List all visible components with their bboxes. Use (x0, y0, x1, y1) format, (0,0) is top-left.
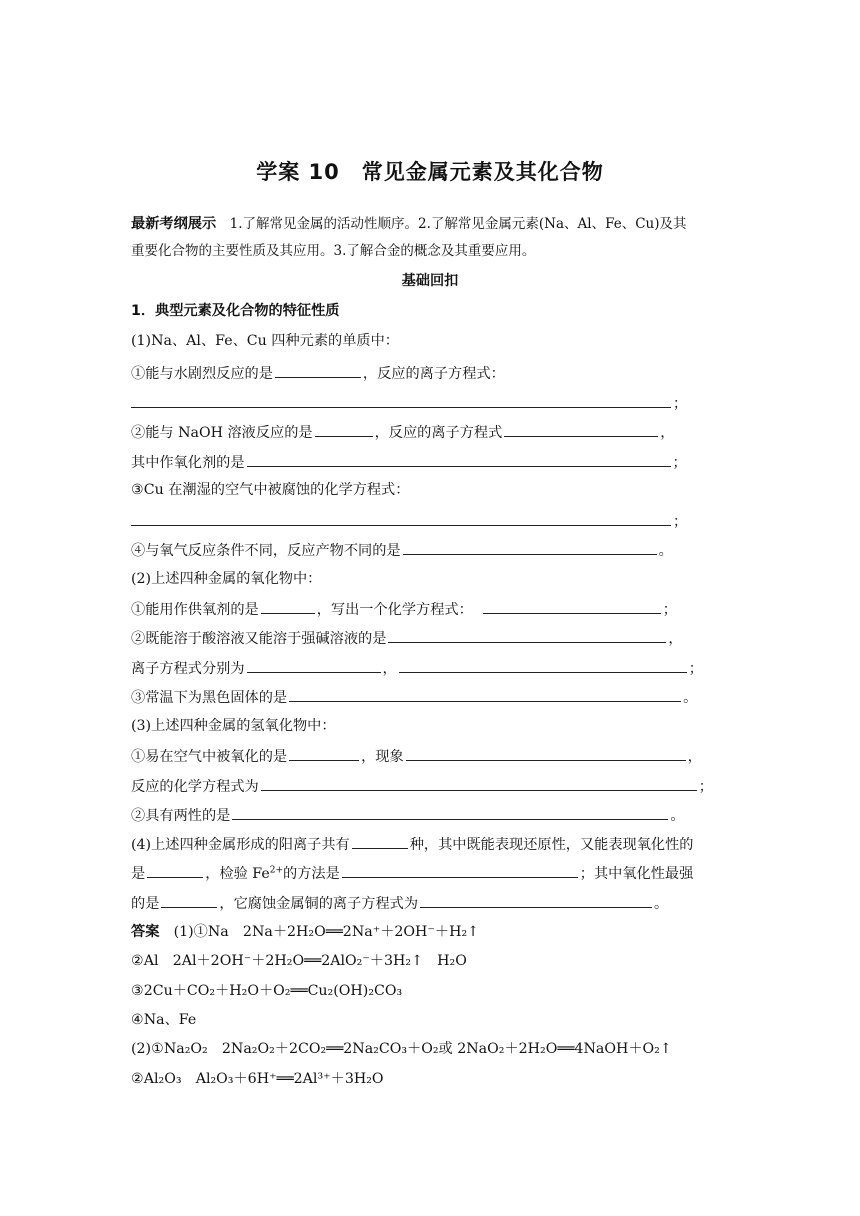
q2-item-2-text: ②既能溶于酸溶液又能溶于强碱溶液的是 (131, 631, 387, 647)
answer-line-3: ③2Cu＋CO₂＋H₂O＋O₂══Cu₂(OH)₂CO₃ (131, 983, 403, 999)
q1-item-1 (131, 362, 731, 384)
q2-item-2-text-c: 离子方程式分别为 (131, 661, 245, 677)
answer-blank[interactable] (247, 451, 671, 467)
punct: ； (673, 396, 688, 412)
punct: 。 (654, 896, 669, 912)
answer-text-1: (1)①Na 2Na＋2H₂O══2Na⁺＋2OH⁻＋H₂↑ (159, 924, 480, 940)
punct: 。 (658, 543, 673, 559)
q1-item-1-text: ①能与水剧烈反应的是 (131, 366, 273, 382)
answer-line-2: ②Al 2Al＋2OH⁻＋2H₂O══2AlO₂⁻＋3H₂↑ H₂O (131, 953, 467, 969)
q1-item-4-text: ④与氧气反应条件不同，反应产物不同的是 (131, 543, 401, 559)
punct: ， (668, 631, 683, 647)
q1-item-4 (131, 539, 731, 561)
q3-item-2-text: ②具有两性的是 (131, 808, 231, 824)
q2-item-2 (131, 627, 731, 649)
q3-item-1-equation (131, 775, 731, 797)
q1-item-2-text: ②能与 NaOH 溶液反应的是 (131, 425, 313, 441)
q2-item-3 (131, 686, 731, 708)
outline-line-2: 重要化合物的主要性质及其应用。3.了解合金的概念及其重要应用。 (131, 243, 536, 259)
punct: ， (687, 749, 702, 765)
q2-item-1-text: ①能用作供氧剂的是 (131, 602, 259, 618)
outline-text-1: 1.了解常见金属的活动性顺序。2.了解常见金属元素(Na、Al、Fe、Cu)及其 (216, 216, 687, 232)
answer-blank[interactable] (247, 657, 381, 673)
punct: ， (382, 661, 397, 677)
answer-blank[interactable] (352, 833, 408, 849)
punct: ； (672, 455, 687, 471)
answer-blank[interactable] (261, 598, 315, 614)
q4-text-3b: ，它腐蚀金属铜的离子方程式为 (219, 896, 419, 912)
q4-text-2a: 是 (131, 866, 146, 882)
answer-label: 答案 (131, 924, 160, 940)
punct: ； (673, 514, 688, 530)
q4-text-2b: ，检验 Fe (205, 866, 270, 882)
punct: ； (688, 661, 703, 677)
answer-blank[interactable] (388, 627, 666, 643)
punct: ； (662, 602, 677, 618)
q4-line-2 (131, 862, 731, 884)
q3-item-1-text-c: 反应的化学方程式为 (131, 779, 259, 795)
answer-blank[interactable] (131, 510, 671, 526)
answer-blank[interactable] (289, 745, 359, 761)
q4-text-1b: 种，其中既能表现还原性，又能表现氧化性的 (409, 837, 694, 853)
q2-intro: (2)上述四种金属的氧化物中： (131, 571, 322, 587)
q3-item-1-text: ①易在空气中被氧化的是 (131, 749, 288, 765)
q4-line-3 (131, 892, 731, 914)
answer-blank[interactable] (161, 892, 217, 908)
punct: ； (698, 779, 713, 795)
answer-blank[interactable] (420, 892, 652, 908)
q1-item-2-text-b: ，反应的离子方程式 (374, 425, 503, 441)
q4-charge: 2+ (269, 865, 284, 876)
answer-blank[interactable] (406, 745, 686, 761)
q4-text-1a: (4)上述四种金属形成的阳离子共有 (131, 837, 350, 853)
answer-blank[interactable] (275, 362, 361, 378)
q1-item-2-oxidizer (131, 451, 731, 473)
q4-line-1 (131, 833, 731, 855)
q1-item-2 (131, 421, 731, 443)
q1-item-3-line (131, 510, 731, 532)
punct: 。 (670, 808, 685, 824)
answer-blank[interactable] (399, 657, 687, 673)
outline-line-1 (131, 214, 731, 234)
outline-label: 最新考纲展示 (131, 216, 217, 232)
section-heading: 基础回扣 (401, 273, 459, 289)
subheading: 1．典型元素及化合物的特征性质 (131, 303, 340, 319)
q3-intro: (3)上述四种金属的氢氧化物中： (131, 718, 336, 734)
q2-item-1 (131, 598, 731, 620)
answer-blank[interactable] (131, 392, 671, 408)
q2-item-1-text-b: ，写出一个化学方程式： (316, 602, 473, 618)
answer-blank[interactable] (483, 598, 661, 614)
answer-blank[interactable] (504, 421, 658, 437)
q1-item-1-text-b: ，反应的离子方程式： (362, 366, 505, 382)
q3-item-1-text-b: ，现象 (361, 749, 404, 765)
answer-blank[interactable] (403, 539, 657, 555)
q1-item-1-line (131, 392, 731, 414)
answer-blank[interactable] (315, 421, 373, 437)
q4-text-2c: 的方法是 (283, 866, 340, 882)
answer-blank[interactable] (147, 862, 203, 878)
answer-blank[interactable] (232, 804, 668, 820)
q1-item-2-text-c: 其中作氧化剂的是 (131, 455, 245, 471)
punct: ， (660, 425, 675, 441)
answer-line-6: ②Al₂O₃ Al₂O₃＋6H⁺══2Al³⁺＋3H₂O (131, 1071, 384, 1087)
answer-blank[interactable] (342, 862, 578, 878)
q1-intro: (1)Na、Al、Fe、Cu 四种元素的单质中： (131, 333, 399, 349)
punct: 。 (683, 690, 698, 706)
q4-text-2d: ；其中氧化性最强 (579, 866, 694, 882)
answer-blank[interactable] (261, 775, 697, 791)
q4-text-3a: 的是 (131, 896, 160, 912)
q1-item-3: ③Cu 在潮湿的空气中被腐蚀的化学方程式： (131, 482, 410, 498)
q2-item-3-text: ③常温下为黑色固体的是 (131, 690, 288, 706)
answer-line-4: ④Na、Fe (131, 1012, 197, 1028)
page-title: 学案 10 常见金属元素及其化合物 (256, 160, 604, 184)
q2-item-2-ions (131, 657, 731, 679)
q3-item-1 (131, 745, 731, 767)
answer-blank[interactable] (289, 686, 681, 702)
answer-line-1 (131, 922, 731, 942)
answer-line-5: (2)①Na₂O₂ 2Na₂O₂＋2CO₂══2Na₂CO₃＋O₂或 2NaO₂＋2H₂O══4NaOH＋O₂↑ (131, 1041, 672, 1057)
q3-item-2 (131, 804, 731, 826)
